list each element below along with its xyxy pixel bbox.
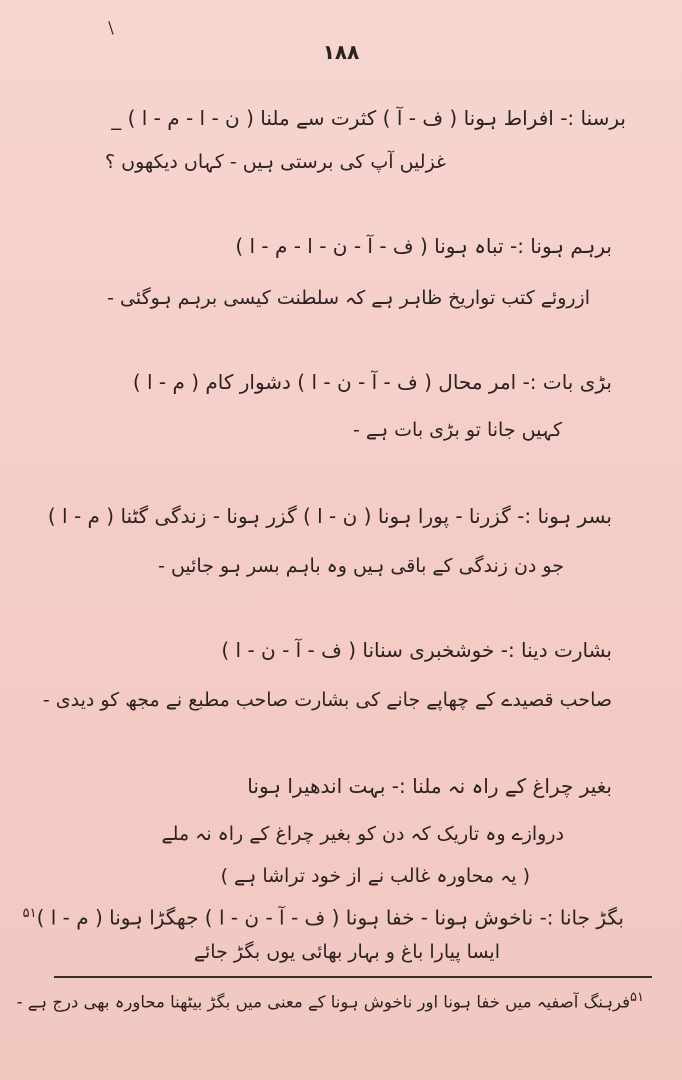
entry-7-definition-text: بگڑ جانا :- ناخوش ہونا - خفا ہونا ( ف - آ - ن - ا ) جھگڑا ہونا ( م - ا ) — [36, 905, 624, 930]
footnote-marker: ۵۱ — [630, 990, 644, 1005]
entry-6-definition: بغیر چراغ کے راہ نہ ملنا :- بہت اندھیرا ہونا — [247, 774, 612, 798]
entry-4-example: جو دن زندگی کے باقی ہیں وہ باہم بسر ہو جائیں - — [158, 555, 564, 577]
entry-5-example: صاحب قصیدے کے چھاپے جانے کی بشارت صاحب مطبع نے مجھ کو دیدی - — [42, 689, 612, 711]
pen-mark: / — [103, 18, 119, 37]
entry-4-definition: بسر ہونا :- گزرنا - پورا ہونا ( ن - ا ) گزر ہونا - زندگی گٹنا ( م - ا ) — [47, 504, 612, 528]
footnote-reference: ۵۱ — [22, 906, 37, 921]
entry-3-definition: بڑی بات :- امر محال ( ف - آ - ن - ا ) دشوار کام ( م - ا ) — [132, 370, 612, 394]
entry-6-note: ( یہ محاورہ غالب نے از خود تراشا ہے ) — [220, 865, 530, 887]
entry-1-definition: برسنا :- افراط ہونا ( ف - آ ) کثرت سے ملنا ( ن - ا - م - ا ) _ — [111, 106, 626, 130]
footnote-divider — [54, 976, 652, 978]
entry-6-example: دروازے وہ تاریک کہ دن کو بغیر چراغ کے راہ نہ ملے — [161, 823, 564, 845]
entry-7-example: ایسا پیارا باغ و بہار بھائی یوں بگڑ جائے — [193, 941, 500, 963]
footnote — [17, 984, 644, 1017]
entry-7-definition — [23, 900, 624, 932]
entry-3-example: کہیں جانا تو بڑی بات ہے - — [352, 419, 562, 441]
entry-1-example: غزلیں آپ کی برستی ہیں - کہاں دیکھوں ؟ — [105, 151, 446, 173]
entry-2-definition: برہم ہونا :- تباہ ہونا ( ف - آ - ن - ا - م - ا ) — [235, 234, 612, 258]
entry-5-definition: بشارت دینا :- خوشخبری سنانا ( ف - آ - ن - ا ) — [221, 638, 612, 662]
page-number: ۱۸۸ — [322, 40, 360, 64]
entry-2-example: ازروئے کتب تواریخ ظاہر ہے کہ سلطنت کیسی برہم ہوگئی - — [107, 287, 590, 309]
footnote-text: فرہنگ آصفیہ میں خفا ہونا اور ناخوش ہونا کے معنی میں بگڑ بیٹھنا محاورہ بھی درج ہے - — [16, 992, 631, 1012]
